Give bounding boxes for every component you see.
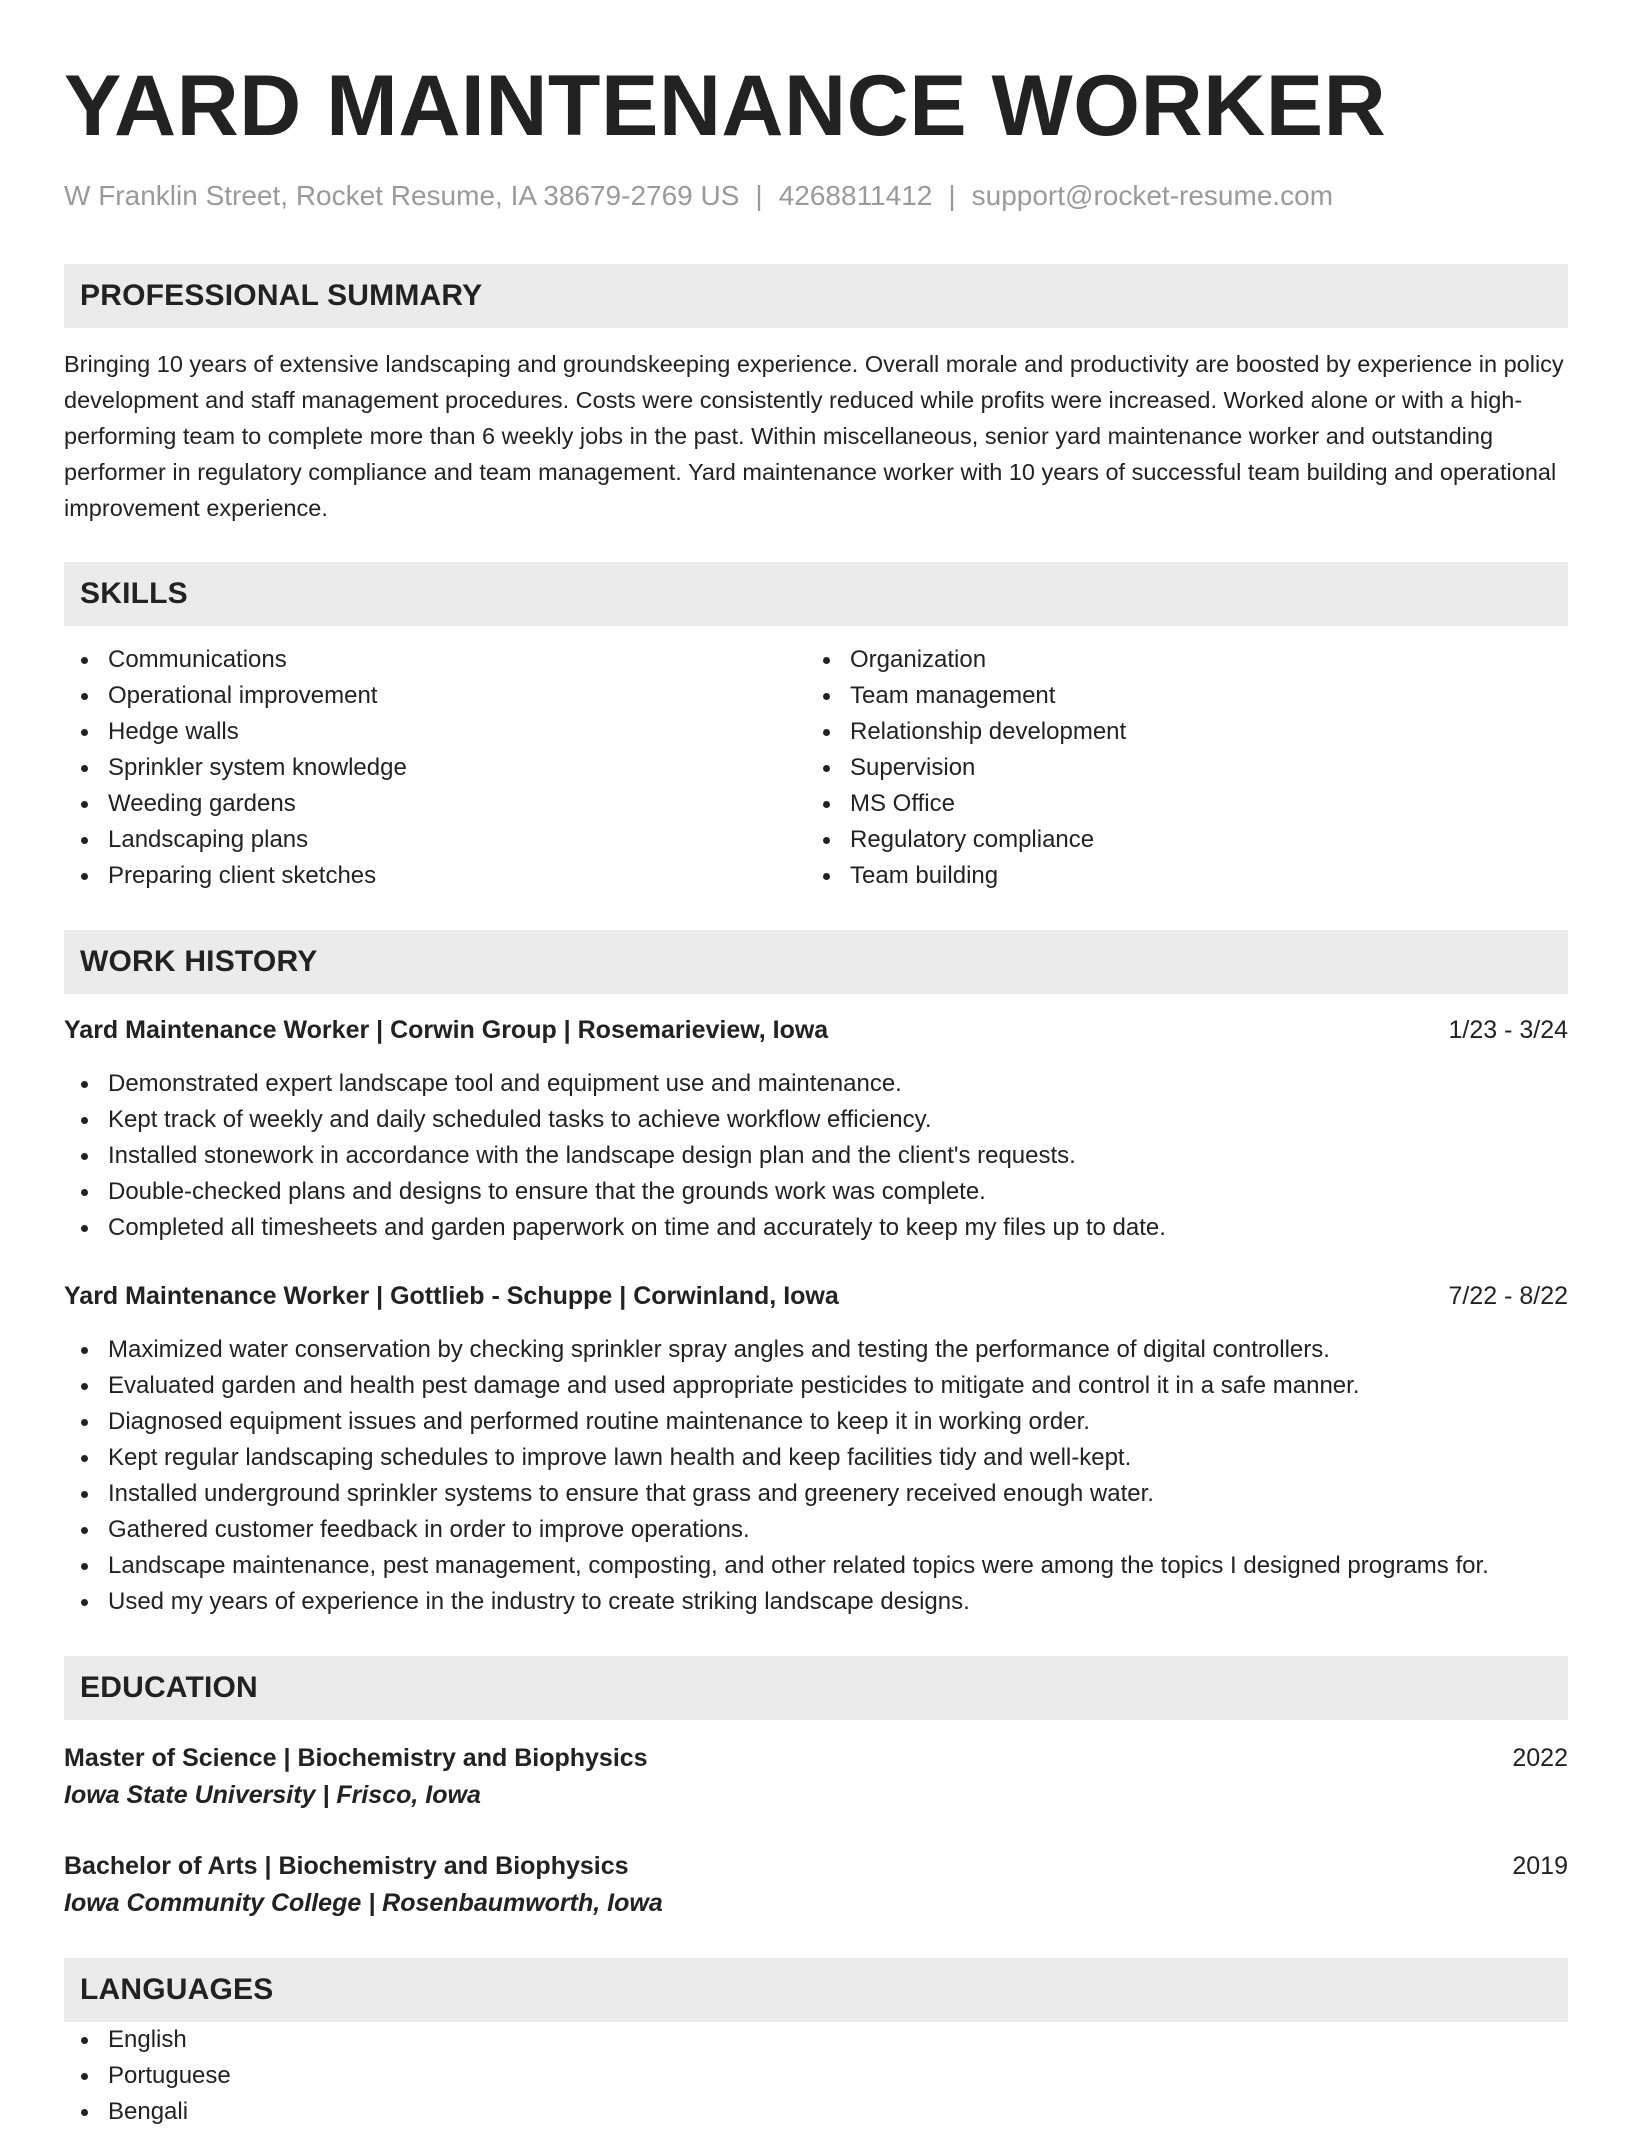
skill-item: Regulatory compliance xyxy=(806,822,1548,858)
job-entry xyxy=(64,1012,1568,1246)
language-item: Portuguese xyxy=(64,2058,1568,2094)
job-title: Yard Maintenance Worker | Gottlieb - Schuppe | Corwinland, Iowa xyxy=(64,1282,839,1310)
contact-line xyxy=(64,178,1568,214)
job-bullet: Gathered customer feedback in order to improve operations. xyxy=(64,1512,1568,1548)
skill-item: Communications xyxy=(64,642,806,678)
skill-item: Relationship development xyxy=(806,714,1548,750)
skills-list-left xyxy=(64,642,806,894)
language-item: Bengali xyxy=(64,2094,1568,2130)
job-entry xyxy=(64,1278,1568,1620)
job-header xyxy=(64,1012,1568,1048)
skill-item: Landscaping plans xyxy=(64,822,806,858)
contact-separator: | xyxy=(755,180,763,211)
job-bullets xyxy=(64,1066,1568,1246)
skill-item: Sprinkler system knowledge xyxy=(64,750,806,786)
language-item: English xyxy=(64,2022,1568,2058)
skill-item: Supervision xyxy=(806,750,1548,786)
job-bullet: Demonstrated expert landscape tool and equipment use and maintenance. xyxy=(64,1066,1568,1102)
contact-email[interactable]: support@rocket-resume.com xyxy=(971,180,1334,211)
education-entry xyxy=(64,1848,1568,1922)
education-header xyxy=(64,1740,1568,1776)
job-bullet: Kept regular landscaping schedules to improve lawn health and keep facilities tidy and well-kept. xyxy=(64,1440,1568,1476)
job-bullet: Installed stonework in accordance with the landscape design plan and the client's requests. xyxy=(64,1138,1568,1174)
education-school: Iowa Community College | Rosenbaumworth, Iowa xyxy=(64,1889,663,1917)
education-degree: Master of Science | Biochemistry and Biophysics xyxy=(64,1744,648,1772)
section-heading-work-history: WORK HISTORY xyxy=(64,930,1568,994)
education-header xyxy=(64,1848,1568,1884)
skill-item: MS Office xyxy=(806,786,1548,822)
job-bullet: Installed underground sprinkler systems to ensure that grass and greenery received enough water. xyxy=(64,1476,1568,1512)
skill-item: Organization xyxy=(806,642,1548,678)
job-bullet: Diagnosed equipment issues and performed routine maintenance to keep it in working order. xyxy=(64,1404,1568,1440)
job-bullet: Completed all timesheets and garden paperwork on time and accurately to keep my files up to date. xyxy=(64,1210,1568,1246)
job-title: Yard Maintenance Worker | Corwin Group | Rosemarieview, Iowa xyxy=(64,1016,829,1044)
job-bullet: Landscape maintenance, pest management, composting, and other related topics were among the topics I designed programs for. xyxy=(64,1548,1568,1584)
job-bullet: Kept track of weekly and daily scheduled tasks to achieve workflow efficiency. xyxy=(64,1102,1568,1138)
skill-item: Team management xyxy=(806,678,1548,714)
education-year: 2022 xyxy=(1512,1744,1568,1772)
contact-address: W Franklin Street, Rocket Resume, IA 38679-2769 US xyxy=(64,180,740,211)
job-bullets xyxy=(64,1332,1568,1620)
skill-item: Team building xyxy=(806,858,1548,894)
resume-page xyxy=(64,56,1568,2130)
job-bullet: Double-checked plans and designs to ensure that the grounds work was complete. xyxy=(64,1174,1568,1210)
skill-item: Preparing client sketches xyxy=(64,858,806,894)
contact-phone: 4268811412 xyxy=(778,180,933,211)
contact-separator: | xyxy=(948,180,956,211)
skills-columns xyxy=(64,642,1568,894)
skill-item: Hedge walls xyxy=(64,714,806,750)
job-bullet: Evaluated garden and health pest damage and used appropriate pesticides to mitigate and control it in a safe manner. xyxy=(64,1368,1568,1404)
section-heading-summary: PROFESSIONAL SUMMARY xyxy=(64,264,1568,328)
section-heading-education: EDUCATION xyxy=(64,1656,1568,1720)
skill-item: Weeding gardens xyxy=(64,786,806,822)
candidate-name: YARD MAINTENANCE WORKER xyxy=(64,58,1387,154)
summary-text: Bringing 10 years of extensive landscaping and groundskeeping experience. Overall morale and productivity are boosted by experience in policy development and staff management procedures. Costs were consistently reduced while profits were increased. Worked alone or with a high-performing team to complete more than 6 weekly jobs in the past. Within miscellaneous, senior yard maintenance worker and outstanding performer in regulatory compliance and team management. Yard maintenance worker with 10 years of successful team building and operational improvement experience. xyxy=(64,351,1564,521)
education-school: Iowa State University | Frisco, Iowa xyxy=(64,1781,481,1809)
section-heading-skills: SKILLS xyxy=(64,562,1568,626)
job-header xyxy=(64,1278,1568,1314)
job-dates: 1/23 - 3/24 xyxy=(1448,1016,1568,1044)
education-year: 2019 xyxy=(1512,1852,1568,1880)
languages-list xyxy=(64,2022,1568,2130)
job-bullet: Maximized water conservation by checking sprinkler spray angles and testing the performance of digital controllers. xyxy=(64,1332,1568,1368)
job-bullet: Used my years of experience in the industry to create striking landscape designs. xyxy=(64,1584,1568,1620)
job-dates: 7/22 - 8/22 xyxy=(1448,1282,1568,1310)
section-heading-languages: LANGUAGES xyxy=(64,1958,1568,2022)
skills-list-right xyxy=(806,642,1548,894)
education-entry xyxy=(64,1740,1568,1814)
skill-item: Operational improvement xyxy=(64,678,806,714)
education-degree: Bachelor of Arts | Biochemistry and Biophysics xyxy=(64,1852,629,1880)
